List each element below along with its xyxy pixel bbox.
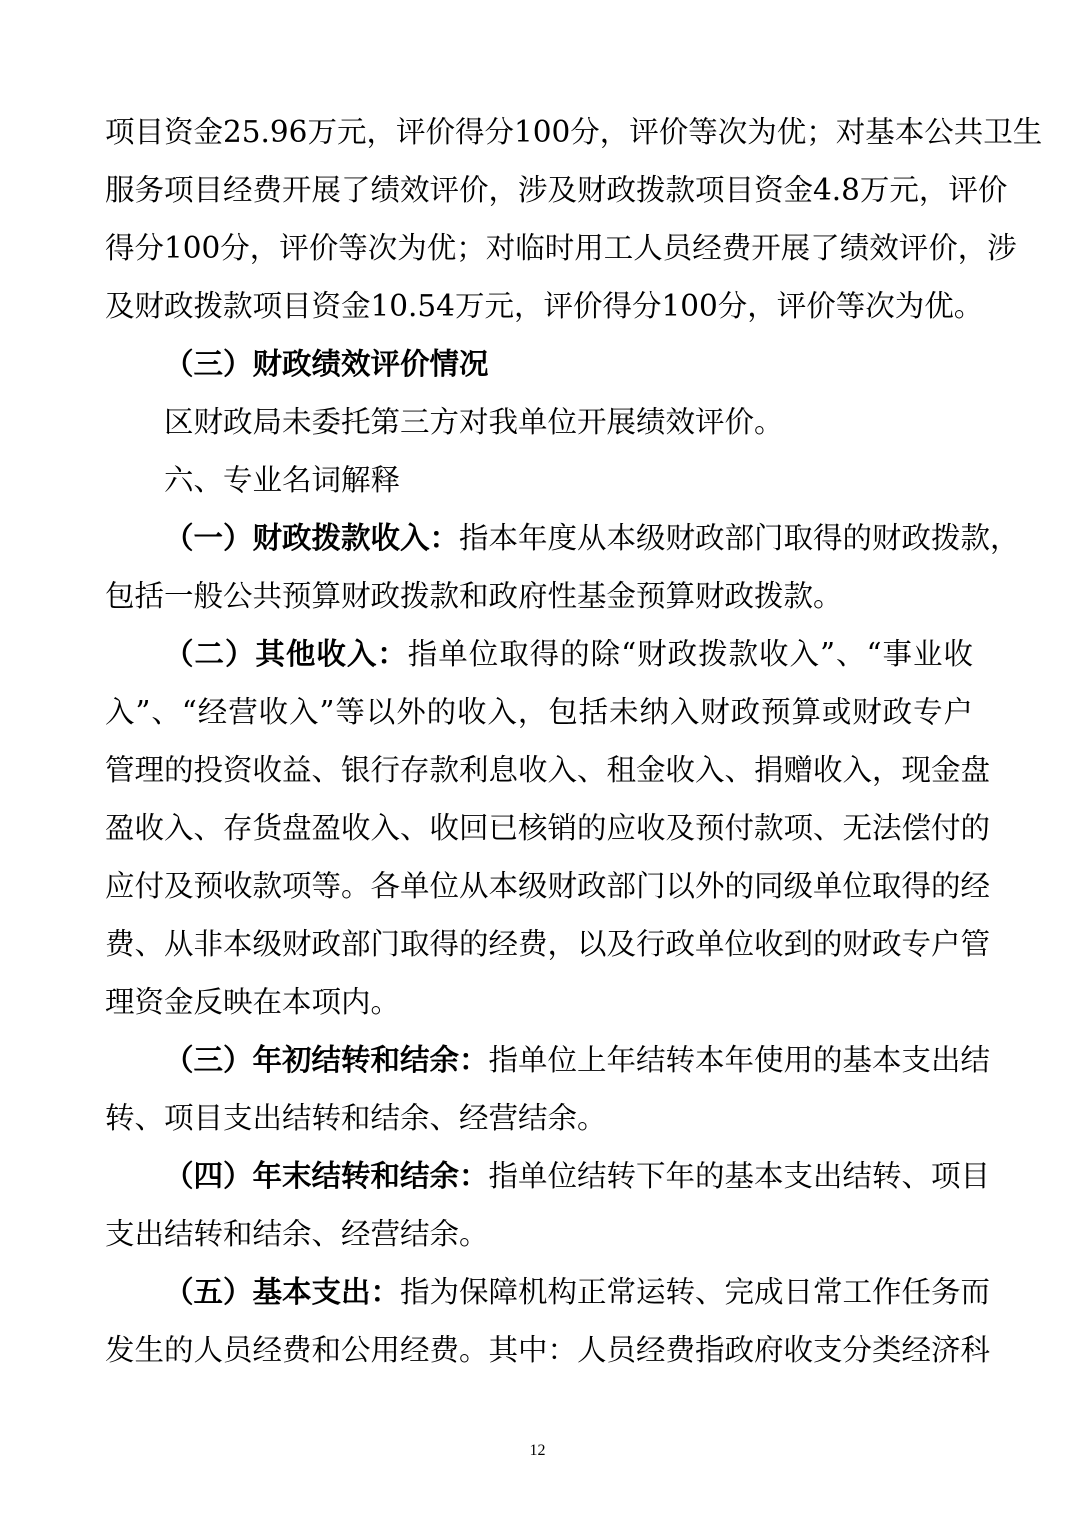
term-definition-1	[105, 509, 1020, 567]
paragraph-line: 及财政拨款项目资金10.54万元，评价得分100分，评价等次为优。	[105, 289, 984, 323]
term-definition-3	[105, 1031, 991, 1089]
term-label: （三）年初结转和结余：	[164, 1042, 489, 1077]
section-heading-3: （三）财政绩效评价情况	[164, 346, 489, 381]
paragraph-line: 转、项目支出结转和结余、经营结余。	[105, 1101, 607, 1135]
document-body	[105, 103, 1043, 1379]
paragraph-line: 得分100分，评价等次为优；对临时用工人员经费开展了绩效评价，涉	[105, 231, 1017, 265]
paragraph-line: 项目资金25.96万元，评价得分100分，评价等次为优；对基本公共卫生	[105, 115, 1043, 149]
paragraph-line: 入”、“经营收入”等以外的收入，包括未纳入财政预算或财政专户	[105, 695, 973, 729]
term-definition-5	[105, 1263, 991, 1321]
paragraph-line: 理资金反映在本项内。	[105, 985, 401, 1019]
paragraph-line: 包括一般公共预算财政拨款和政府性基金预算财政拨款。	[105, 579, 843, 613]
term-text: 指单位结转下年的基本支出结转、项目	[488, 1159, 991, 1193]
term-text: 指为保障机构正常运转、完成日常工作任务而	[400, 1275, 991, 1309]
term-definition-4	[105, 1147, 991, 1205]
paragraph-line: 费、从非本级财政部门取得的经费，以及行政单位收到的财政专户管	[105, 927, 991, 961]
term-label: （二）其他收入：	[164, 636, 408, 671]
paragraph-line: 盈收入、存货盘盈收入、收回已核销的应收及预付款项、无法偿付的	[105, 811, 991, 845]
term-definition-2	[105, 625, 973, 683]
paragraph-line: 应付及预收款项等。各单位从本级财政部门以外的同级单位取得的经	[105, 869, 991, 903]
paragraph-line: 发生的人员经费和公用经费。其中：人员经费指政府收支分类经济科	[105, 1333, 991, 1367]
paragraph-line: 支出结转和结余、经营结余。	[105, 1217, 489, 1251]
term-text: 指单位上年结转本年使用的基本支出结	[488, 1043, 991, 1077]
term-label: （一）财政拨款收入：	[164, 520, 460, 555]
paragraph-line: 服务项目经费开展了绩效评价，涉及财政拨款项目资金4.8万元，评价	[105, 173, 1008, 207]
paragraph-line: 区财政局未委托第三方对我单位开展绩效评价。	[164, 405, 784, 439]
term-text: 指单位取得的除“财政拨款收入”、“事业收	[407, 637, 973, 671]
section-heading-6: 六、专业名词解释	[164, 463, 401, 497]
paragraph-line: 管理的投资收益、银行存款利息收入、租金收入、捐赠收入，现金盘	[105, 753, 991, 787]
term-label: （五）基本支出：	[164, 1274, 401, 1309]
page-number: 12	[529, 1442, 546, 1459]
term-text: 指本年度从本级财政部门取得的财政拨款，	[459, 521, 1020, 555]
term-label: （四）年末结转和结余：	[164, 1158, 489, 1193]
